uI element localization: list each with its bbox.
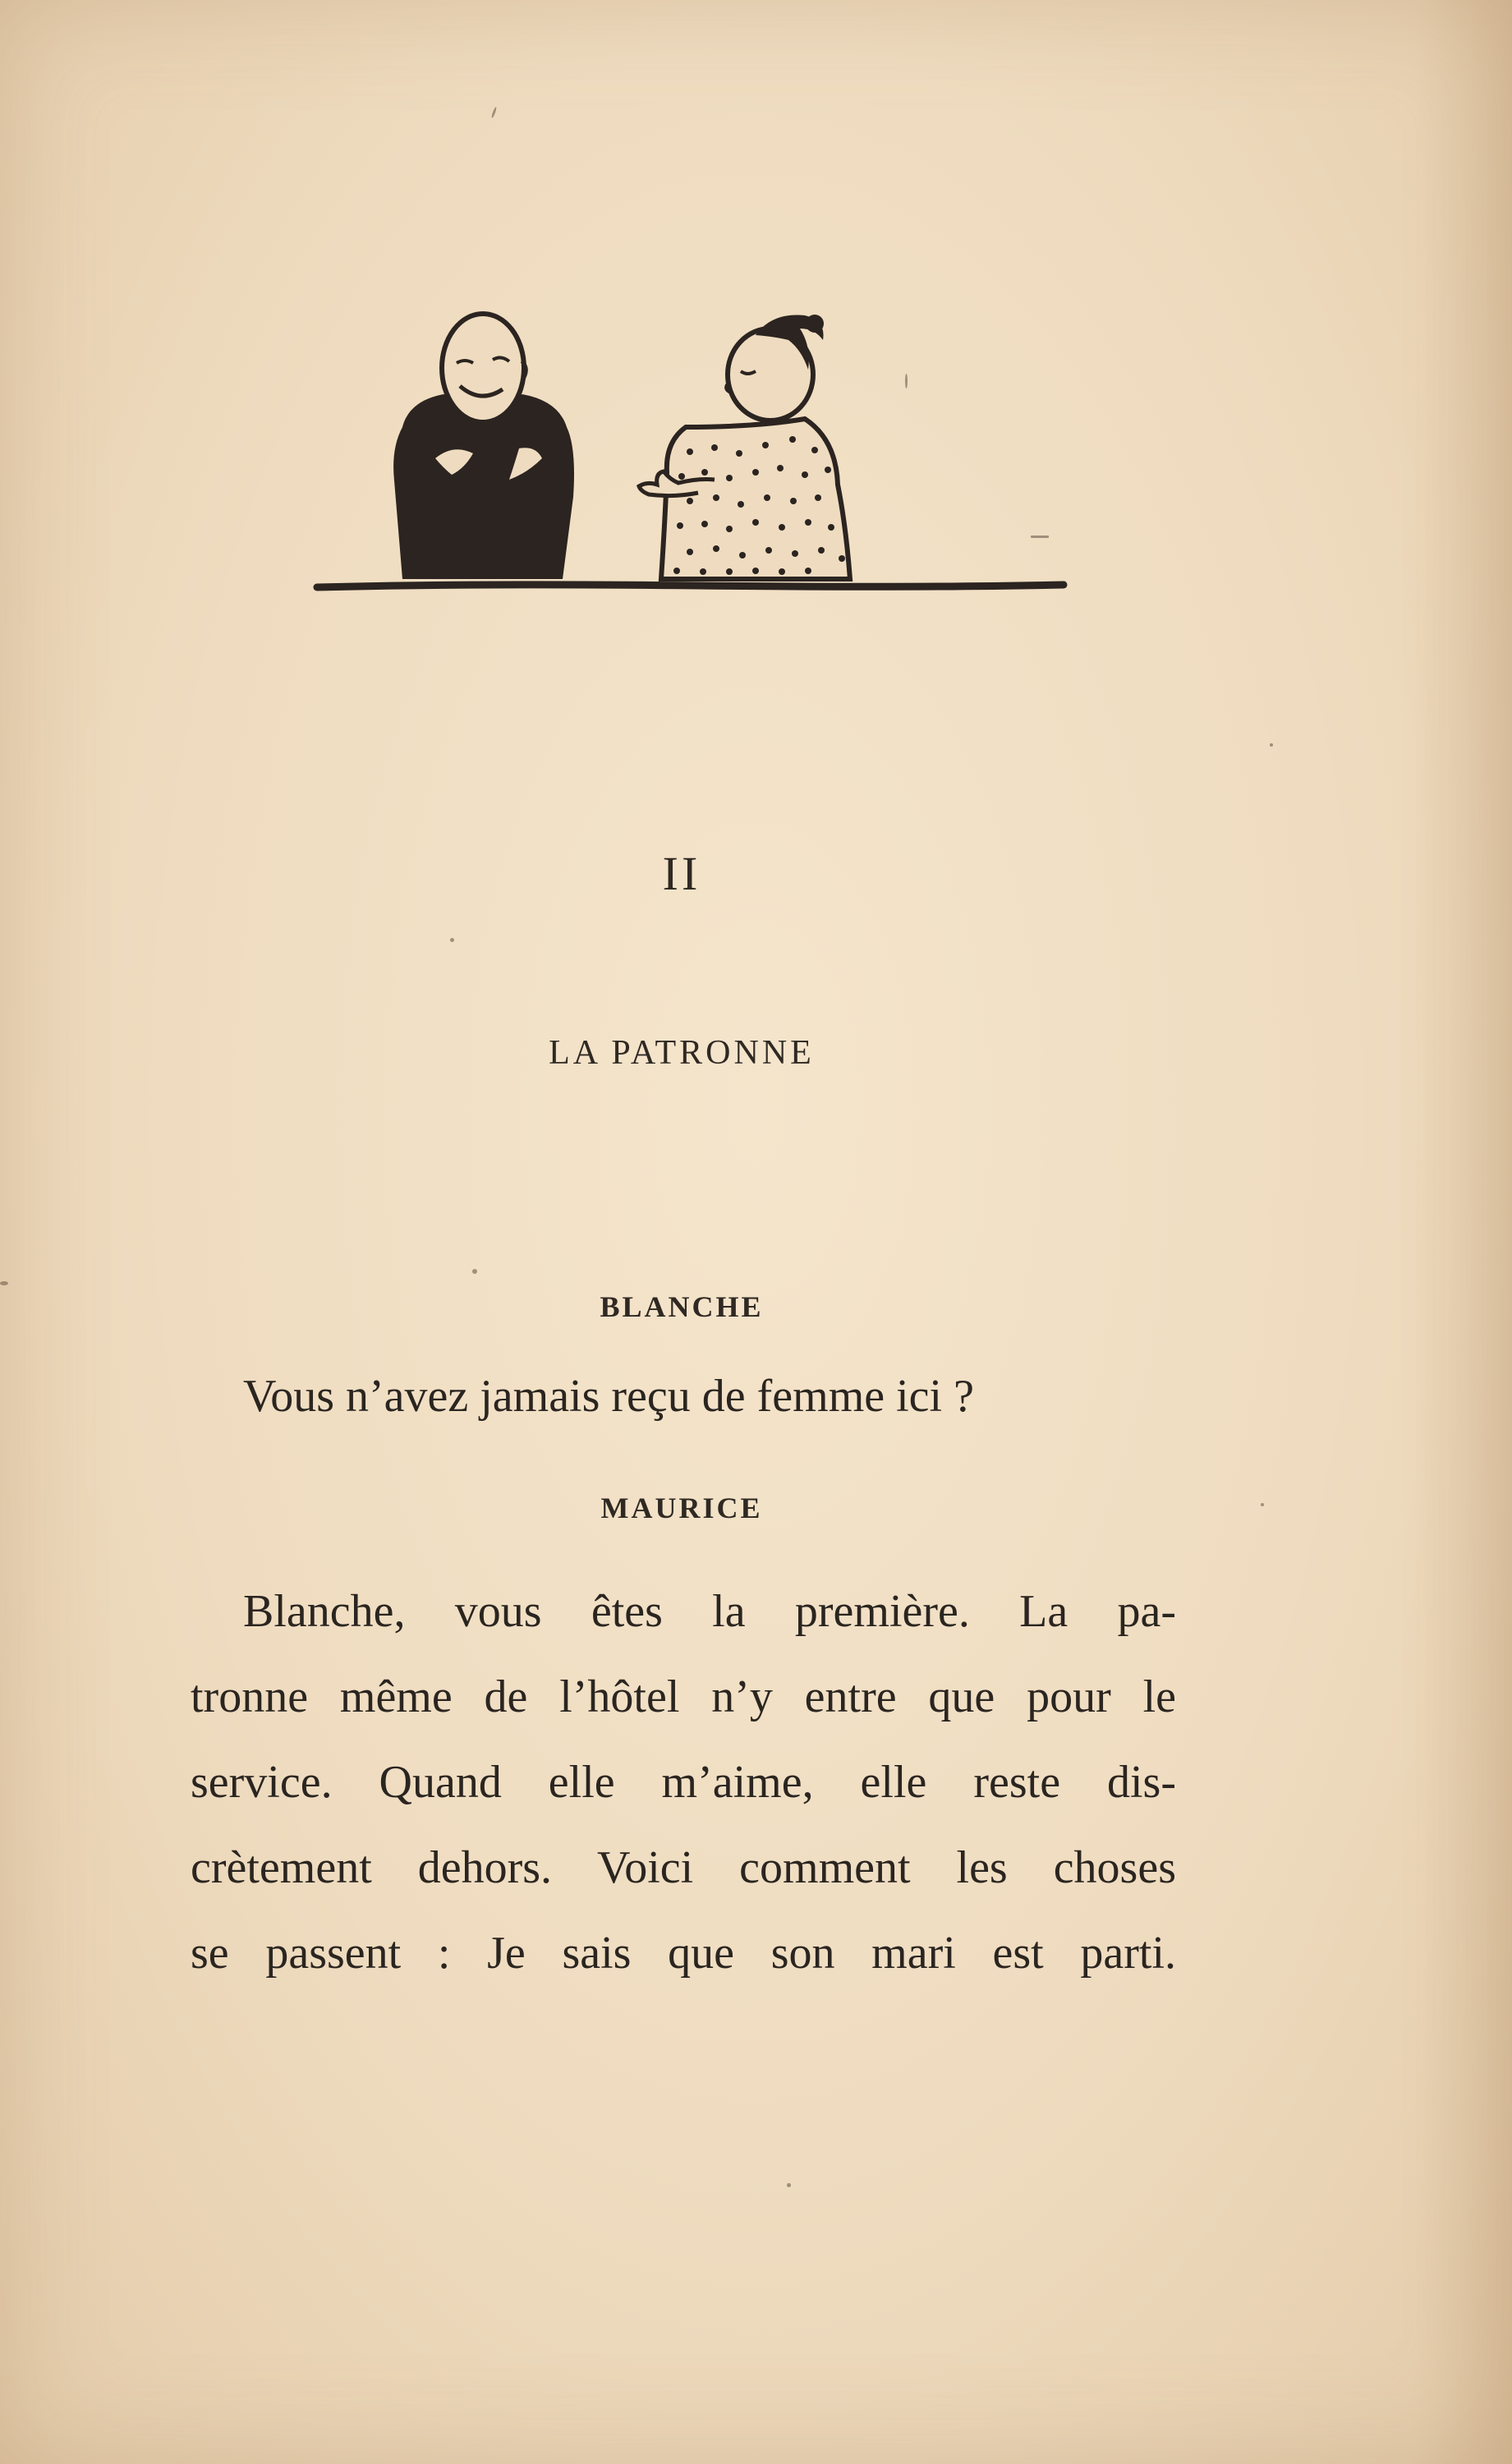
page-edge-shade [1413,0,1512,2464]
man-figure [393,314,574,579]
dialogue-paragraph [191,1569,1176,1996]
paragraph-line: service. Quand elle m’aime, elle reste dis- [191,1757,1176,1808]
chapter-number: II [662,847,701,900]
ground-line [317,585,1064,587]
paper-speck [450,938,454,942]
paragraph-line: Blanche, vous êtes la première. La pa- [243,1586,1176,1637]
paragraph-line: tronne même de l’hôtel n’y entre que pour le [191,1671,1176,1722]
paragraph-line: crètement dehors. Voici comment les choses [191,1842,1176,1893]
speaker-name: BLANCHE [600,1290,764,1323]
speaker-name: MAURICE [600,1492,763,1524]
paragraph-line: se passent : Je sais que son mari est parti. [191,1928,1176,1979]
dialogue-line: Vous n’avez jamais reçu de femme ici ? [243,1371,974,1422]
paper-speck [787,2183,791,2187]
paper-speck [472,1269,477,1274]
chapter-illustration [312,304,1076,600]
woman-figure [639,315,850,579]
paper-speck [0,1281,8,1285]
paper-speck [1270,743,1273,747]
chapter-title: LA PATRONNE [549,1034,815,1072]
paper-speck [491,107,498,118]
